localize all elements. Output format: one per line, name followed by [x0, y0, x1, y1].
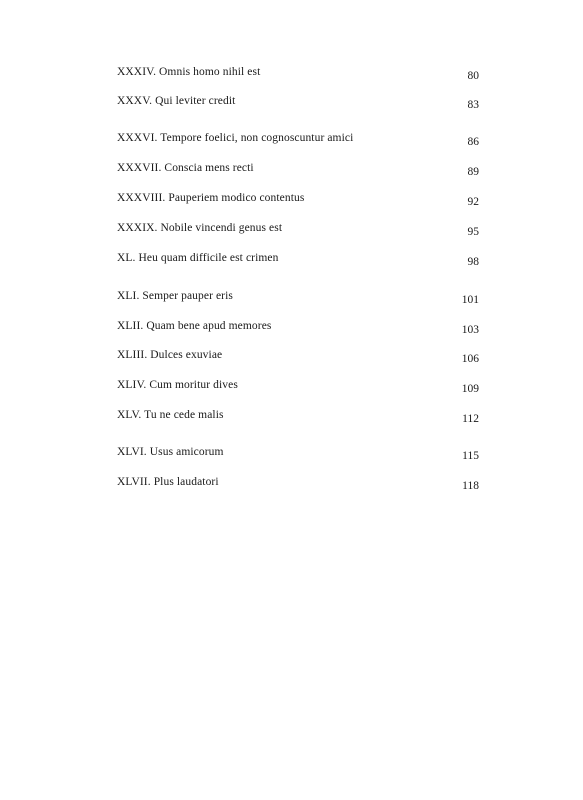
toc-entry — [117, 222, 483, 242]
toc-entry-page-number: 86 — [467, 136, 479, 148]
toc-entry-title: XLVI. Usus amicorum — [117, 446, 224, 458]
toc-entry — [117, 409, 483, 429]
toc-entry — [117, 95, 483, 115]
toc-entry-title: XLIII. Dulces exuviae — [117, 349, 223, 361]
toc-entry-page-number: 101 — [461, 294, 479, 306]
toc-entry-page-number: 112 — [462, 413, 479, 425]
toc-entry-title: XXXVII. Conscia mens recti — [117, 162, 254, 174]
toc-entry-title: XXXIV. Omnis homo nihil est — [117, 66, 261, 78]
toc-entry-title: XXXVIII. Pauperiem modico contentus — [117, 192, 305, 204]
toc-entry-title: XXXV. Qui leviter credit — [117, 95, 236, 107]
toc-entry-title: XL. Heu quam difficile est crimen — [117, 252, 279, 264]
toc-entry-page-number: 89 — [467, 166, 479, 178]
toc-entry — [117, 476, 483, 496]
toc-entry-title: XLIV. Cum moritur dives — [117, 379, 238, 391]
toc-entry-title: XLII. Quam bene apud memores — [117, 320, 272, 332]
toc-entry-page-number: 106 — [461, 353, 479, 365]
toc-entry-page-number: 103 — [461, 324, 479, 336]
toc-entry — [117, 379, 483, 399]
toc-entry-title: XLVII. Plus laudatori — [117, 476, 219, 488]
toc-entry-title: XLI. Semper pauper eris — [117, 290, 233, 302]
toc-entry — [117, 252, 483, 272]
toc-entry-page-number: 95 — [467, 226, 479, 238]
toc-entry-page-number: 92 — [467, 196, 479, 208]
toc-entry — [117, 446, 483, 466]
toc-entry — [117, 132, 483, 152]
toc-entry — [117, 349, 483, 369]
toc-entry — [117, 192, 483, 212]
toc-entry-page-number: 83 — [467, 99, 479, 111]
toc-entry-page-number: 118 — [462, 480, 479, 492]
toc-entry — [117, 290, 483, 310]
toc-entry-title: XXXVI. Tempore foelici, non cognoscuntur amici — [117, 132, 354, 144]
toc-entry-page-number: 98 — [467, 256, 479, 268]
toc-entry-page-number: 115 — [462, 450, 479, 462]
toc-entry — [117, 66, 483, 86]
toc-entry — [117, 162, 483, 182]
toc-entry-title: XLV. Tu ne cede malis — [117, 409, 224, 421]
toc-entry — [117, 320, 483, 340]
toc-entry-page-number: 80 — [467, 70, 479, 82]
toc-entry-title: XXXIX. Nobile vincendi genus est — [117, 222, 283, 234]
toc-entry-page-number: 109 — [461, 383, 479, 395]
